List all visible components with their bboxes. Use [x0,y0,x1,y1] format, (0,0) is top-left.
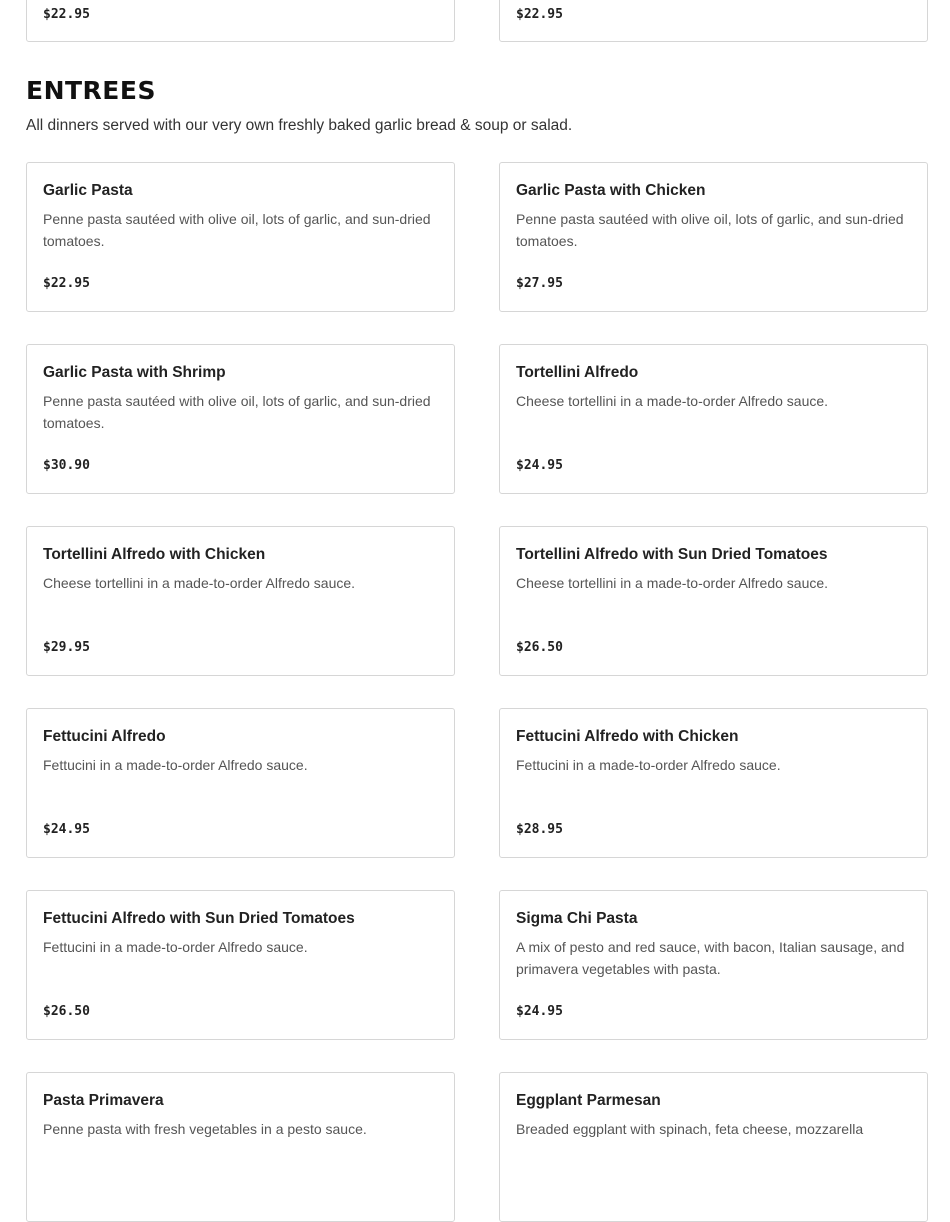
item-price: $22.95 [43,276,90,291]
item-price: $24.95 [43,822,90,837]
item-price: $24.95 [516,1004,563,1019]
item-name: Fettucini Alfredo with Sun Dried Tomatoes [43,910,355,927]
item-price: $24.95 [516,458,563,473]
item-name: Eggplant Parmesan [516,1092,661,1109]
menu-item-card[interactable] [499,0,928,42]
item-name: Tortellini Alfredo [516,364,639,381]
item-price: $27.95 [516,276,563,291]
item-name: Fettucini Alfredo with Chicken [516,728,739,745]
item-description: Breaded eggplant with spinach, feta cheese, mozzarella [516,1121,864,1137]
item-name: Tortellini Alfredo with Chicken [43,546,266,563]
item-description: Fettucini in a made-to-order Alfredo sauce. [43,939,308,955]
menu-item-card[interactable] [26,1072,455,1222]
item-price: $26.50 [516,640,563,655]
menu-item-card[interactable] [26,0,455,42]
section-subtitle: All dinners served with our very own freshly baked garlic bread & soup or salad. [26,117,573,134]
item-name: Pasta Primavera [43,1092,164,1109]
menu-item-card[interactable] [499,708,928,858]
item-name: Sigma Chi Pasta [516,910,638,927]
item-description: Penne pasta sautéed with olive oil, lots of garlic, and sun-dried tomatoes. [43,393,431,431]
menu-item-card[interactable] [26,708,455,858]
item-description: Fettucini in a made-to-order Alfredo sauce. [516,757,781,773]
menu-item-card[interactable] [499,526,928,676]
menu-item-card[interactable] [26,890,455,1040]
item-price: $22.95 [43,7,90,22]
item-description: Penne pasta sautéed with olive oil, lots of garlic, and sun-dried tomatoes. [43,211,431,249]
section-title: ENTREES [26,76,156,105]
menu-item-card[interactable] [499,162,928,312]
item-name: Fettucini Alfredo [43,728,166,745]
item-name: Garlic Pasta with Chicken [516,182,706,199]
menu-item-card[interactable] [499,344,928,494]
item-price: $28.95 [516,822,563,837]
item-description: Fettucini in a made-to-order Alfredo sauce. [43,757,308,773]
menu-item-card[interactable] [499,1072,928,1222]
item-name: Tortellini Alfredo with Sun Dried Tomatoes [516,546,828,563]
item-price: $22.95 [516,7,563,22]
item-price: $26.50 [43,1004,90,1019]
item-price: $30.90 [43,458,90,473]
menu-item-card[interactable] [26,162,455,312]
item-description: Cheese tortellini in a made-to-order Alfredo sauce. [516,393,829,409]
item-price: $29.95 [43,640,90,655]
item-description: Penne pasta with fresh vegetables in a pesto sauce. [43,1121,367,1137]
menu-item-card[interactable] [26,526,455,676]
menu-item-card[interactable] [499,890,928,1040]
item-description: Cheese tortellini in a made-to-order Alfredo sauce. [516,575,829,591]
item-description: Penne pasta sautéed with olive oil, lots of garlic, and sun-dried tomatoes. [516,211,904,249]
item-description: Cheese tortellini in a made-to-order Alfredo sauce. [43,575,356,591]
menu-item-card[interactable] [26,344,455,494]
item-name: Garlic Pasta [43,182,133,199]
item-description: A mix of pesto and red sauce, with bacon, Italian sausage, and primavera vegetables with pasta. [516,939,905,977]
item-name: Garlic Pasta with Shrimp [43,364,226,381]
